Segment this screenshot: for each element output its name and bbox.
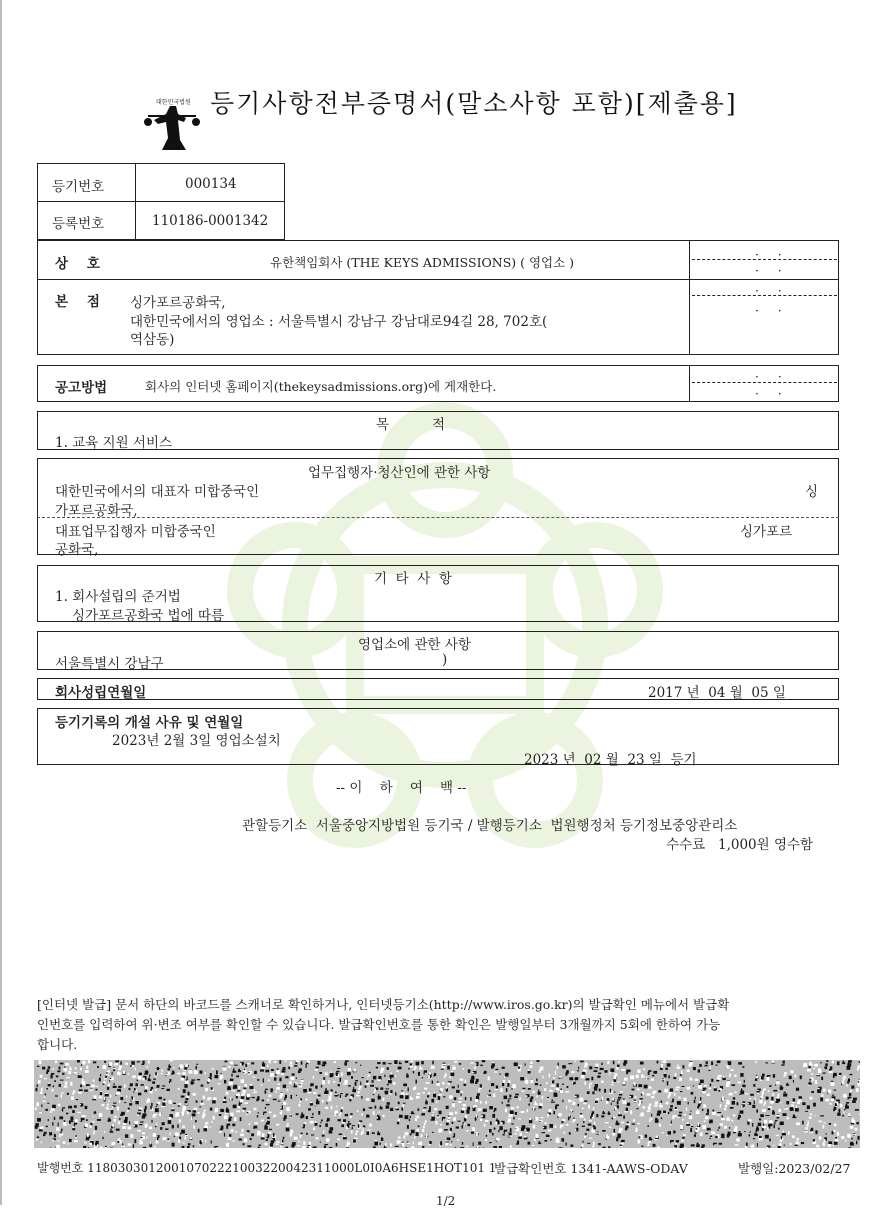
head-office-line1: 싱가포르공화국,	[130, 291, 226, 311]
head-office-line3: 역삼동)	[130, 328, 174, 348]
confirm-number: 발급확인번호 1341-AAWS-ODAV	[494, 1159, 688, 1177]
company-name-value: 유한책임회사 (THE KEYS ADMISSIONS) ( 영업소 )	[270, 253, 574, 271]
notice-line2: 인번호를 입력하여 위·변조 여부를 확인할 수 있습니다. 발급확인번호를 통한 확인은 발행일부터 3개월까지 5회에 한하여 가능	[37, 1015, 720, 1033]
head-office-line2: 대한민국에서의 영업소 : 서울특별시 강남구 강남대로94길 28, 702호(	[130, 310, 547, 330]
representative-line-end: 싱	[805, 480, 818, 500]
svg-text:대한민국법원: 대한민국법원	[156, 98, 191, 106]
other-matters-line2: 싱가포르공화국 법에 따름	[72, 604, 224, 624]
registration-number-value: 000134	[185, 176, 237, 192]
other-matters-line1: 1. 회사설립의 준거법	[55, 585, 181, 605]
registration-number-label: 등기번호	[52, 175, 104, 195]
divider	[689, 240, 690, 355]
divider	[37, 201, 285, 202]
registry-office: 관할등기소 서울중앙지방법원 등기국 / 발행등기소 법원행정처 등기정보중앙관리소	[242, 814, 737, 834]
branch-heading: 영업소에 관한 사항	[358, 633, 471, 653]
divider	[689, 365, 690, 402]
notice-line1: [인터넷 발급] 문서 하단의 바코드를 스캐너로 확인하거나, 인터넷등기소(http://www.iros.go.kr)의 발급확인 메뉴에서 발급확	[37, 995, 729, 1013]
notice-method-label: 공고방법	[55, 376, 107, 396]
notice-method-value: 회사의 인터넷 홈페이지(thekeysadmissions.org)에 게재한다.	[145, 377, 496, 395]
representative-country: 가포르공화국,	[55, 499, 138, 519]
managing-executive-country: 공화국,	[55, 538, 98, 558]
corporate-number-label: 등록번호	[52, 212, 104, 232]
court-seal-icon	[140, 92, 206, 154]
branch-address-paren: )	[442, 652, 447, 668]
divider	[37, 279, 839, 280]
notice-line3: 합니다.	[37, 1035, 77, 1053]
head-office-label: 본 점	[55, 290, 100, 310]
opening-date: 2023 년 02 월 23 일 등기	[524, 748, 697, 768]
opening-reason: 2023년 2월 3일 영업소설치	[112, 729, 281, 749]
representative-line: 대한민국에서의 대표자 미합중국인	[55, 480, 259, 500]
purpose-item: 1. 교육 지원 서비스	[55, 431, 172, 451]
issue-number: 발행번호 11803030120010702221003220042311000L0I0A6HSE1HOT101 1	[37, 1159, 496, 1176]
corporate-number-value: 110186-0001342	[152, 213, 268, 229]
divider	[37, 517, 839, 518]
managing-executive-line: 대표업무집행자 미합중국인	[55, 520, 216, 540]
page-title: 등기사항전부증명서(말소사항 포함)[제출용]	[210, 84, 738, 120]
purpose-heading: 목 적	[376, 413, 445, 433]
executives-heading: 업무집행자·청산인에 관한 사항	[308, 461, 490, 481]
established-value: 2017 년 04 월 05 일	[648, 681, 786, 701]
barcode-icon	[34, 1060, 860, 1148]
blank-mark: -- 이 하 여 백 --	[336, 776, 467, 796]
other-matters-heading: 기 타 사 항	[374, 567, 452, 587]
opening-label: 등기기록의 개설 사유 및 연월일	[55, 711, 243, 731]
page-edge	[0, 0, 2, 1205]
issue-date: 발행일:2023/02/27	[738, 1159, 850, 1177]
company-name-label: 상 호	[55, 252, 100, 272]
page-number: 1/2	[436, 1194, 455, 1208]
fee-text: 수수료 1,000원 영수함	[666, 833, 813, 853]
established-label: 회사성립연월일	[55, 681, 146, 701]
managing-executive-line-end: 싱가포르	[740, 520, 792, 540]
branch-address: 서울특별시 강남구	[55, 652, 164, 672]
